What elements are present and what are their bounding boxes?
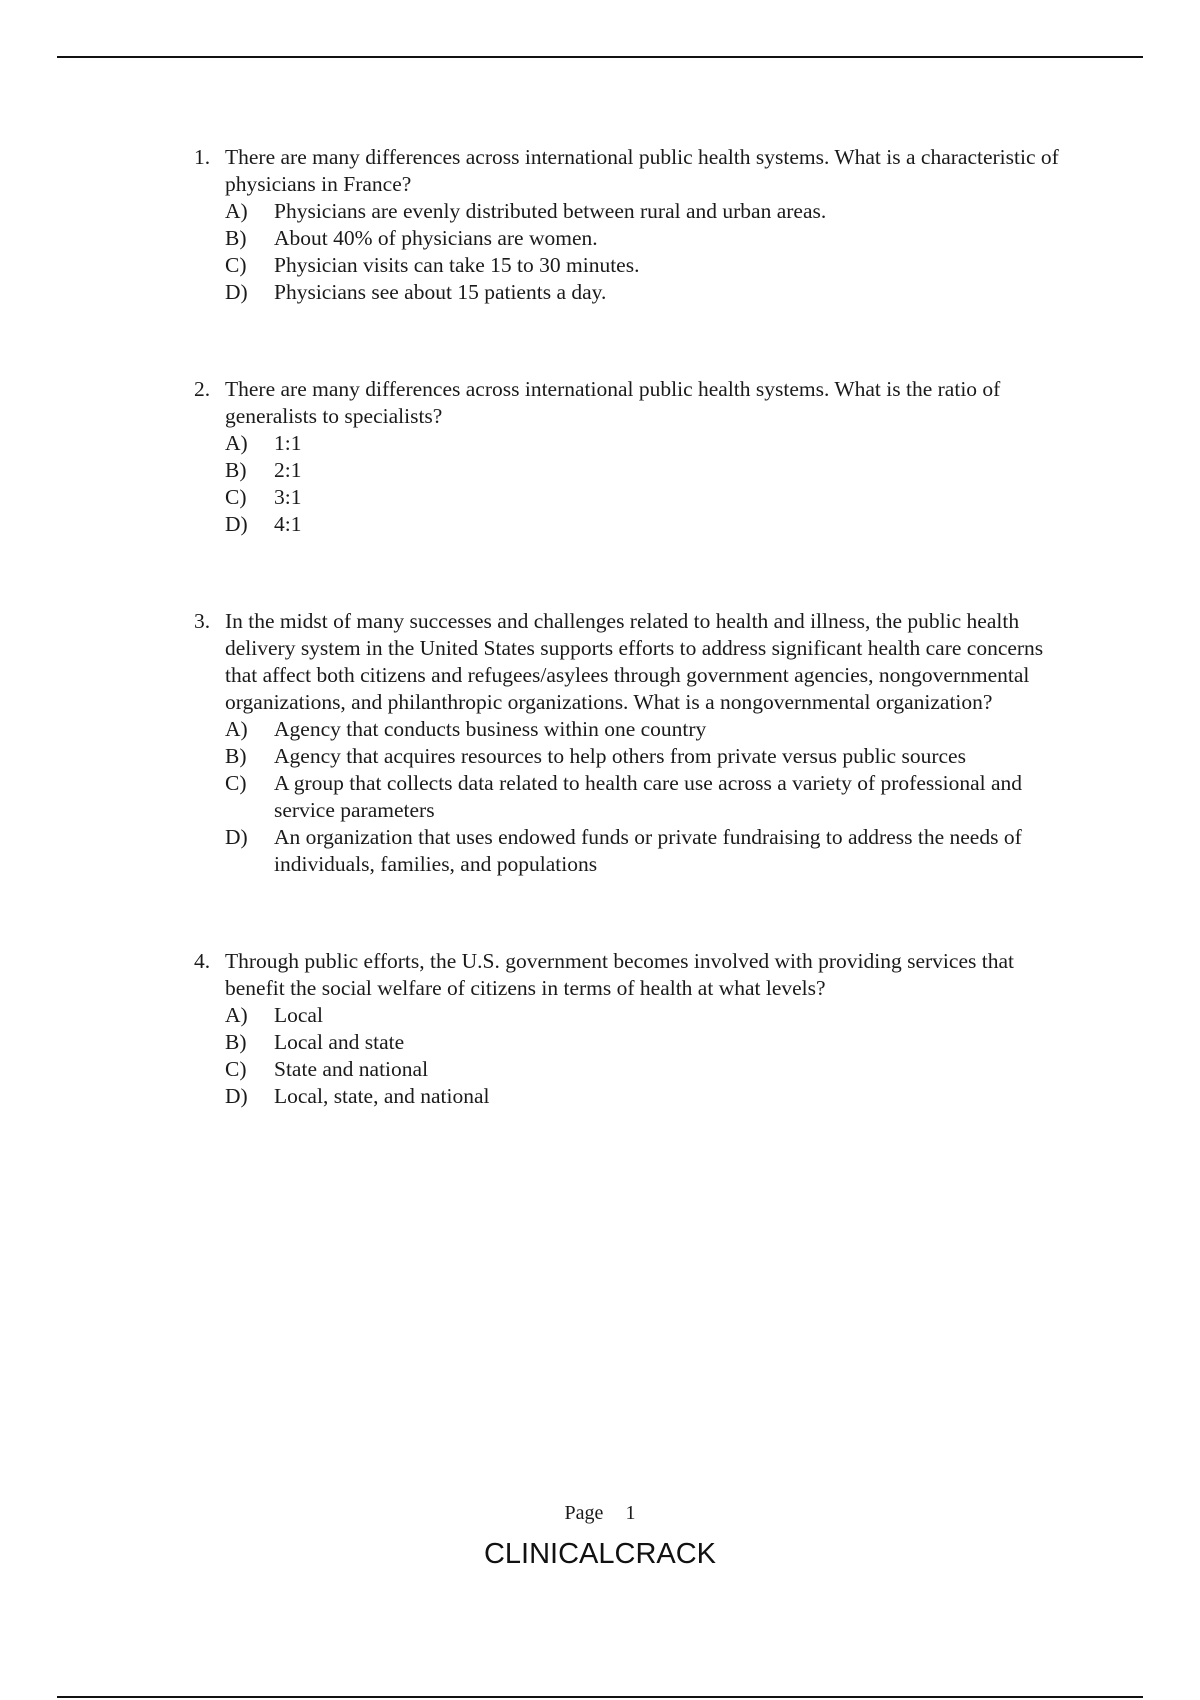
question-number: 4. <box>194 949 211 973</box>
option-letter: A) <box>225 1003 248 1027</box>
option-letter: A) <box>225 199 248 223</box>
option-d <box>225 824 1074 878</box>
option-a <box>225 198 1074 225</box>
option-letter: C) <box>225 485 247 509</box>
option-list <box>225 1002 1074 1110</box>
option-text: An organization that uses endowed funds or private fundraising to address the needs of individuals, families, and populations <box>274 825 1022 876</box>
question-number: 3. <box>194 609 211 633</box>
option-letter: C) <box>225 253 247 277</box>
option-letter: A) <box>225 431 248 455</box>
option-b <box>225 743 1074 770</box>
option-letter: D) <box>225 825 248 849</box>
option-a <box>225 716 1074 743</box>
question-number: 1. <box>194 145 211 169</box>
option-c <box>225 770 1074 824</box>
option-list <box>225 198 1074 306</box>
option-text: Physicians are evenly distributed between rural and urban areas. <box>274 199 827 223</box>
option-text: 4:1 <box>274 512 302 536</box>
option-letter: A) <box>225 717 248 741</box>
option-d <box>225 511 1074 538</box>
page-number <box>0 1501 1200 1525</box>
question-3 <box>194 608 1074 878</box>
question-list <box>194 144 1074 1110</box>
question-text: There are many differences across international public health systems. What is the ratio of generalists to specialists? <box>225 377 1001 428</box>
option-a <box>225 1002 1074 1029</box>
page-label: Page <box>564 1502 604 1524</box>
option-text: Local <box>274 1003 323 1027</box>
option-c <box>225 252 1074 279</box>
option-text: A group that collects data related to health care use across a variety of professional and service parameters <box>274 771 1023 822</box>
watermark-text: CLINICALCRACK <box>483 1538 717 1570</box>
option-text: 3:1 <box>274 485 302 509</box>
option-text: Local and state <box>274 1030 405 1054</box>
option-a <box>225 430 1074 457</box>
question-4 <box>194 948 1074 1110</box>
question-2 <box>194 376 1074 538</box>
option-letter: B) <box>225 1030 247 1054</box>
option-b <box>225 1029 1074 1056</box>
question-1 <box>194 144 1074 306</box>
option-letter: C) <box>225 771 247 795</box>
option-c <box>225 484 1074 511</box>
option-text: Local, state, and national <box>274 1084 490 1108</box>
footer-rule <box>57 1696 1143 1698</box>
option-text: About 40% of physicians are women. <box>274 226 598 250</box>
option-d <box>225 1083 1074 1110</box>
question-text: Through public efforts, the U.S. government becomes involved with providing services that benefit the social welfare of citizens in terms of health at what levels? <box>225 949 1014 1000</box>
option-letter: B) <box>225 744 247 768</box>
option-letter: B) <box>225 226 247 250</box>
option-text: 2:1 <box>274 458 302 482</box>
question-text: In the midst of many successes and challenges related to health and illness, the public health delivery system in the United States supports efforts to address significant health care concerns that affect both citizens and refugees/asylees through government agencies, nongovernmental organizations, and philanthropic organizations. What is a nongovernmental organization? <box>225 609 1044 714</box>
option-b <box>225 457 1074 484</box>
option-letter: D) <box>225 280 248 304</box>
option-letter: D) <box>225 1084 248 1108</box>
option-text: State and national <box>274 1057 429 1081</box>
option-c <box>225 1056 1074 1083</box>
header-rule <box>57 56 1143 58</box>
question-number: 2. <box>194 377 211 401</box>
option-text: Physicians see about 15 patients a day. <box>274 280 607 304</box>
option-letter: B) <box>225 458 247 482</box>
question-text: There are many differences across international public health systems. What is a characteristic of physicians in France? <box>225 145 1059 196</box>
page-number-value: 1 <box>625 1502 636 1524</box>
option-d <box>225 279 1074 306</box>
option-text: Agency that conducts business within one country <box>274 717 707 741</box>
option-list <box>225 716 1074 878</box>
option-letter: C) <box>225 1057 247 1081</box>
option-letter: D) <box>225 512 248 536</box>
option-b <box>225 225 1074 252</box>
option-list <box>225 430 1074 538</box>
option-text: Agency that acquires resources to help others from private versus public sources <box>274 744 966 768</box>
option-text: Physician visits can take 15 to 30 minutes. <box>274 253 640 277</box>
option-text: 1:1 <box>274 431 302 455</box>
